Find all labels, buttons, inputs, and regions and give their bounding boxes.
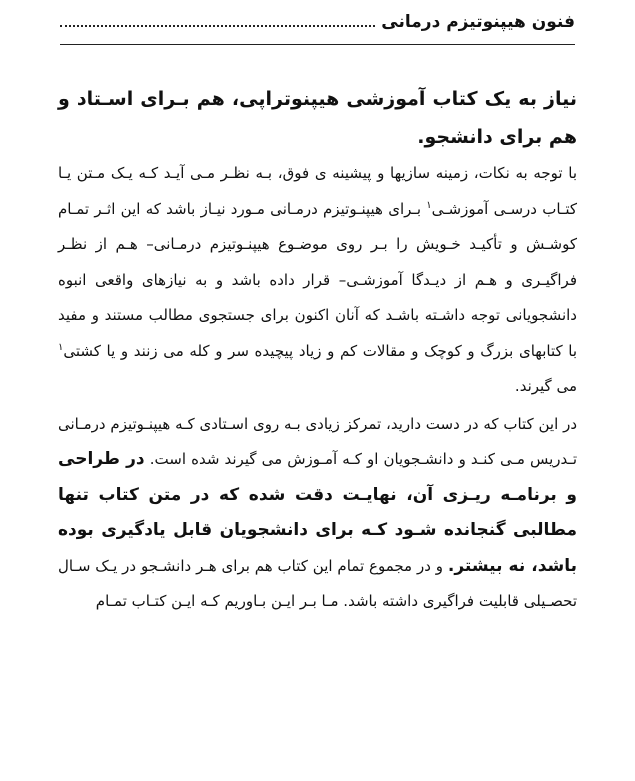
paragraph-2-emphasis: در طراحی و برنامـه ریـزی آن، نهایـت دقت شده که در متن کتاب تنها مطالبی گنجانده شـود کـه برای دانشجویان قابل یادگیری بوده باشد، نه بیشتر. xyxy=(58,449,577,576)
section-heading: نیاز به یک کتاب آموزشی هیپنوتراپی، هم بـرای اسـتاد و هم برای دانشجو. xyxy=(58,88,577,148)
running-head-title: فنون هیپنوتیزم درمانی xyxy=(381,12,575,32)
paragraph-1-text-c: می گیرند. xyxy=(514,377,577,395)
page-body xyxy=(58,80,577,620)
running-head xyxy=(60,6,575,32)
running-head-dot-leader xyxy=(60,25,375,27)
paragraph-2-text-a: در این کتاب که در دست دارید، تمرکز زیادی بـه روی اسـتادی کـه هیپنـوتیزم درمـانی تـدریس مـی کنـد و دانشـجویان او کـه آمـوزش می گیرند شده است. xyxy=(58,414,577,468)
paragraph-1-text-a: با توجه به نکات، زمینه سازیها و پیشینه ی فوق، بـه نظـر مـی آیـد کـه یـک مـتن یـا کتـاب درسـی آموزشـی xyxy=(58,164,577,218)
header-rule xyxy=(60,44,575,45)
paragraph-2-text-b: و در مجموع تمام این کتاب هم برای هـر دانشـجو در یـک سـال تحصـیلی قابلیت فراگیری داشته باشد. مـا بـر ایـن بـاوریم کـه ایـن کتـاب تمـام xyxy=(58,556,577,610)
paragraph-2 xyxy=(58,407,577,620)
footnote-marker: ۱ xyxy=(58,341,64,353)
footnote-marker: ۱ xyxy=(426,199,432,211)
paragraph-1 xyxy=(58,156,577,405)
paragraph-1-text-b: بـرای هیپنـوتیزم درمـانی مـورد نیـاز باشد که این اثـر تمـام کوشـش و تأکیـد خـویش را بـر روی موضـوع هیپنـوتیزم درمـانی– هـم از نظـر فراگیـری و هـم از دیـدگا آموزشـی– قرار داده باشد و به نیازهای واقعی انبوه دانشجویانی توجه داشـته باشـد که آنان اکنون برای جستجوی مطالب مستند و مفید با کتابهای بزرگ و کوچک و مقالات کم و زیاد پیچیده سر و کله می زنند و یا کشتی xyxy=(58,199,577,360)
